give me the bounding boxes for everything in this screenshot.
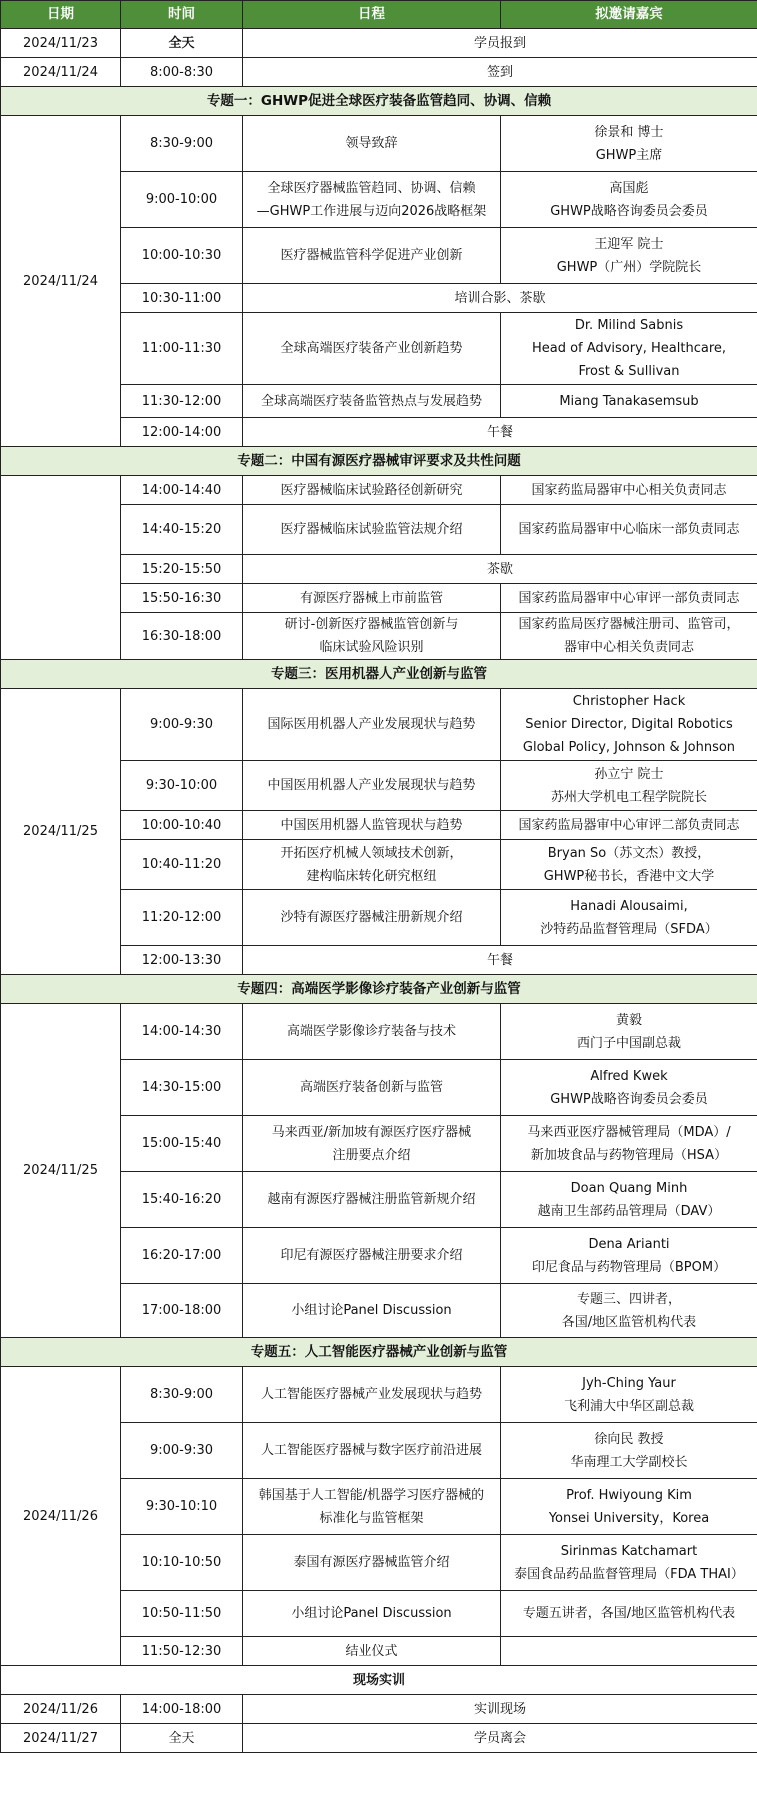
time-cell: 15:50-16:30 — [121, 584, 243, 613]
cell-line: Frost & Sullivan — [578, 364, 680, 379]
cell-line: 徐景和 博士 — [594, 124, 664, 140]
agenda-cell — [243, 584, 501, 613]
section-title: 现场实训 — [1, 1666, 757, 1695]
agenda-cell — [243, 172, 501, 228]
cell-line: 标准化与监管框架 — [319, 1510, 424, 1526]
cell-line: 人工智能医疗器械产业发展现状与趋势 — [260, 1387, 482, 1402]
time-cell: 15:40-16:20 — [121, 1172, 243, 1228]
time-cell: 14:00-14:30 — [121, 1004, 243, 1060]
agenda-cell — [243, 505, 501, 555]
guest-cell — [501, 1637, 757, 1666]
cell-line: 领导致辞 — [345, 136, 398, 151]
cell-line: 马来西亚医疗器械管理局（MDA）/ — [527, 1124, 731, 1140]
cell-line: 越南卫生部药品管理局（DAV） — [537, 1203, 721, 1219]
time-cell: 17:00-18:00 — [121, 1284, 243, 1338]
cell-line: Senior Director, Digital Robotics — [525, 717, 733, 732]
time-cell: 9:30-10:10 — [121, 1479, 243, 1535]
cell-line: Bryan So（苏文杰）教授， — [547, 845, 711, 861]
cell-line: 结业仪式 — [345, 1643, 398, 1659]
time-cell: 11:20-12:00 — [121, 890, 243, 946]
time-cell: 15:00-15:40 — [121, 1116, 243, 1172]
date-cell — [1, 476, 121, 660]
guest-cell — [501, 116, 757, 172]
header-agenda: 日程 — [243, 1, 501, 29]
agenda-cell — [243, 476, 501, 505]
time-cell: 11:30-12:00 — [121, 385, 243, 418]
guest-cell — [501, 1591, 757, 1637]
guest-cell — [501, 1479, 757, 1535]
table-row — [1, 476, 757, 505]
guest-cell — [501, 1228, 757, 1284]
cell-line: 泰国有源医疗器械监管介绍 — [293, 1555, 450, 1570]
cell-line: 国家药监局器审中心相关负责同志 — [531, 482, 727, 498]
time-cell: 16:20-17:00 — [121, 1228, 243, 1284]
time-cell: 10:40-11:20 — [121, 840, 243, 890]
section-title-row — [1, 447, 757, 476]
section-title: 专题二：中国有源医疗器械审评要求及共性问题 — [1, 447, 757, 476]
cell-line: 临床试验风险识别 — [319, 640, 424, 655]
agenda-cell — [243, 1060, 501, 1116]
cell-line: 泰国食品药品监督管理局（FDA THAI） — [514, 1566, 744, 1582]
section-title: 专题四：高端医学影像诊疗装备产业创新与监管 — [1, 975, 757, 1004]
cell-line: 研讨-创新医疗器械监管创新与 — [284, 617, 459, 632]
guest-cell — [501, 1172, 757, 1228]
cell-line: 各国/地区监管机构代表 — [561, 1314, 697, 1330]
cell-line: 徐向民 教授 — [594, 1431, 664, 1447]
cell-line: 全球医疗器械监管趋同、协调、信赖 — [267, 180, 476, 196]
cell-line: 医疗器械监管科学促进产业创新 — [280, 248, 463, 263]
date-cell: 2024/11/23 — [1, 29, 121, 58]
time-cell: 14:30-15:00 — [121, 1060, 243, 1116]
cell-line: 器审中心相关负责同志 — [563, 640, 694, 655]
date-cell: 2024/11/27 — [1, 1724, 121, 1753]
guest-cell — [501, 584, 757, 613]
cell-line: 黄毅 — [615, 1012, 642, 1028]
break-cell: 茶歇 — [243, 555, 757, 584]
time-cell: 10:30-11:00 — [121, 284, 243, 313]
header-row — [1, 1, 757, 29]
cell-line: 中国医用机器人监管现状与趋势 — [280, 817, 463, 833]
time-cell: 8:30-9:00 — [121, 1367, 243, 1423]
agenda-cell — [243, 1535, 501, 1591]
cell-line: 建构临床转化研究枢纽 — [306, 868, 437, 884]
agenda-cell — [243, 1116, 501, 1172]
break-cell: 午餐 — [243, 418, 757, 447]
cell-line: Doan Quang Minh — [570, 1180, 688, 1196]
break-cell: 培训合影、茶歇 — [243, 284, 757, 313]
cell-line: GHWP主席 — [595, 147, 663, 163]
time-cell: 8:30-9:00 — [121, 116, 243, 172]
time-cell: 14:00-18:00 — [121, 1695, 243, 1724]
guest-cell — [501, 476, 757, 505]
table-row — [1, 1004, 757, 1060]
date-cell: 2024/11/26 — [1, 1367, 121, 1666]
header-guest: 拟邀请嘉宾 — [501, 1, 757, 29]
cell-line: 国家药监局医疗器械注册司、监管司， — [518, 617, 740, 632]
guest-cell — [501, 761, 757, 811]
cell-line: GHWP战略咨询委员会委员 — [550, 203, 708, 219]
guest-cell — [501, 228, 757, 284]
table-row — [1, 116, 757, 172]
time-cell: 14:00-14:40 — [121, 476, 243, 505]
agenda-cell — [243, 1591, 501, 1637]
time-cell: 8:00-8:30 — [121, 58, 243, 87]
table-row — [1, 689, 757, 761]
cell-line: Yonsei University，Korea — [548, 1510, 710, 1526]
cell-line: 马来西亚/新加坡有源医疗医疗器械 — [271, 1124, 472, 1140]
header-time: 时间 — [121, 1, 243, 29]
cell-line: Global Policy, Johnson & Johnson — [522, 740, 736, 755]
cell-line: 印尼有源医疗器械注册要求介绍 — [280, 1248, 463, 1263]
cell-line: 新加坡食品与药物管理局（HSA） — [530, 1147, 728, 1163]
guest-cell — [501, 1116, 757, 1172]
cell-line: Head of Advisory, Healthcare, — [531, 341, 727, 356]
date-cell: 2024/11/25 — [1, 689, 121, 975]
agenda-cell — [243, 1228, 501, 1284]
header-date: 日期 — [1, 1, 121, 29]
time-cell: 9:00-10:00 — [121, 172, 243, 228]
agenda-cell — [243, 313, 501, 385]
cell-line: 中国医用机器人产业发展现状与趋势 — [267, 778, 476, 793]
cell-line: Christopher Hack — [572, 694, 686, 709]
cell-line: Alfred Kwek — [590, 1068, 668, 1084]
agenda-cell: 签到 — [243, 58, 757, 87]
time-cell: 11:50-12:30 — [121, 1637, 243, 1666]
agenda-cell — [243, 228, 501, 284]
agenda-cell — [243, 116, 501, 172]
agenda-cell — [243, 890, 501, 946]
guest-cell — [501, 1423, 757, 1479]
cell-line: 高端医疗装备创新与监管 — [299, 1080, 443, 1095]
cell-line: 小组讨论Panel Discussion — [291, 1606, 452, 1621]
agenda-cell: 学员报到 — [243, 29, 757, 58]
cell-line: 西门子中国副总裁 — [576, 1035, 681, 1051]
cell-line: 医疗器械临床试验监管法规介绍 — [280, 522, 463, 537]
cell-line: 医疗器械临床试验路径创新研究 — [280, 482, 463, 498]
section-title: 专题五：人工智能医疗器械产业创新与监管 — [1, 1338, 757, 1367]
table-row — [1, 58, 757, 87]
time-cell: 全天 — [121, 29, 243, 58]
guest-cell — [501, 313, 757, 385]
guest-cell — [501, 1367, 757, 1423]
section-title-row — [1, 660, 757, 689]
cell-line: 越南有源医疗器械注册监管新规介绍 — [267, 1192, 476, 1207]
agenda-cell — [243, 1284, 501, 1338]
cell-line: 人工智能医疗器械与数字医疗前沿进展 — [260, 1443, 482, 1458]
cell-line: 注册要点介绍 — [332, 1147, 411, 1163]
guest-cell — [501, 172, 757, 228]
cell-line: 专题五讲者，各国/地区监管机构代表 — [522, 1606, 736, 1621]
cell-line: 小组讨论Panel Discussion — [291, 1303, 452, 1318]
cell-line: 高国彪 — [609, 180, 649, 196]
table-row — [1, 1367, 757, 1423]
guest-cell — [501, 1284, 757, 1338]
cell-line: Hanadi Alousaimi, — [570, 898, 688, 914]
time-cell: 15:20-15:50 — [121, 555, 243, 584]
cell-line: Prof. Hwiyoung Kim — [566, 1487, 692, 1503]
cell-line: 国家药监局器审中心审评一部负责同志 — [518, 590, 740, 606]
time-cell: 10:00-10:30 — [121, 228, 243, 284]
agenda-cell: 实训现场 — [243, 1695, 757, 1724]
cell-line: Jyh-Ching Yaur — [582, 1375, 676, 1391]
time-cell: 10:10-10:50 — [121, 1535, 243, 1591]
section-title-row — [1, 975, 757, 1004]
table-row — [1, 29, 757, 58]
time-cell: 9:00-9:30 — [121, 689, 243, 761]
guest-cell — [501, 689, 757, 761]
agenda-cell — [243, 1423, 501, 1479]
agenda-cell — [243, 811, 501, 840]
agenda-cell — [243, 1637, 501, 1666]
cell-line: GHWP战略咨询委员会委员 — [550, 1091, 708, 1107]
guest-cell — [501, 1535, 757, 1591]
cell-line: 有源医疗器械上市前监管 — [299, 590, 443, 606]
time-cell: 16:30-18:00 — [121, 613, 243, 660]
cell-line: GHWP（广州）学院院长 — [556, 259, 702, 275]
agenda-cell — [243, 1367, 501, 1423]
cell-line: 华南理工大学副校长 — [570, 1454, 688, 1470]
time-cell: 11:00-11:30 — [121, 313, 243, 385]
agenda-cell — [243, 689, 501, 761]
cell-line: 全球高端医疗装备产业创新趋势 — [280, 341, 463, 356]
agenda-cell — [243, 613, 501, 660]
cell-line: Sirinmas Katchamart — [560, 1543, 698, 1559]
time-cell: 9:30-10:00 — [121, 761, 243, 811]
cell-line: 沙特药品监督管理局（SFDA） — [540, 921, 718, 937]
cell-line: 飞利浦大中华区副总裁 — [563, 1398, 694, 1414]
section-title: 专题三：医用机器人产业创新与监管 — [1, 660, 757, 689]
cell-line: Dena Arianti — [588, 1236, 670, 1252]
cell-line: Dr. Milind Sabnis — [574, 318, 684, 333]
time-cell: 10:00-10:40 — [121, 811, 243, 840]
date-cell: 2024/11/26 — [1, 1695, 121, 1724]
cell-line: 国际医用机器人产业发展现状与趋势 — [267, 717, 476, 732]
agenda-cell — [243, 840, 501, 890]
cell-line: 全球高端医疗装备监管热点与发展趋势 — [260, 393, 482, 409]
cell-line: 开拓医疗机械人领域技术创新， — [280, 845, 463, 861]
guest-cell — [501, 811, 757, 840]
agenda-cell — [243, 1479, 501, 1535]
guest-cell — [501, 1060, 757, 1116]
cell-line: —GHWP工作进展与迈向2026战略框架 — [256, 203, 487, 219]
cell-line: 高端医学影像诊疗装备与技术 — [286, 1024, 456, 1039]
guest-cell — [501, 840, 757, 890]
guest-cell — [501, 613, 757, 660]
guest-cell — [501, 505, 757, 555]
time-cell: 9:00-9:30 — [121, 1423, 243, 1479]
guest-cell — [501, 385, 757, 418]
agenda-cell — [243, 1172, 501, 1228]
section-title-row — [1, 1338, 757, 1367]
agenda-cell — [243, 761, 501, 811]
table-row — [1, 1724, 757, 1753]
cell-line: 苏州大学机电工程学院院长 — [550, 789, 707, 805]
cell-line: 韩国基于人工智能/机器学习医疗器械的 — [258, 1487, 485, 1503]
cell-line: 国家药监局器审中心临床一部负责同志 — [518, 522, 740, 537]
time-cell: 14:40-15:20 — [121, 505, 243, 555]
date-cell: 2024/11/24 — [1, 116, 121, 447]
cell-line: 印尼食品与药物管理局（BPOM） — [531, 1259, 727, 1275]
date-cell: 2024/11/25 — [1, 1004, 121, 1338]
cell-line: GHWP秘书长，香港中文大学 — [543, 868, 715, 884]
cell-line: 沙特有源医疗器械注册新规介绍 — [280, 910, 463, 925]
cell-line: 孙立宁 院士 — [594, 766, 664, 782]
time-cell: 12:00-14:00 — [121, 418, 243, 447]
guest-cell — [501, 890, 757, 946]
section-title: 专题一：GHWP促进全球医疗装备监管趋同、协调、信赖 — [1, 87, 757, 116]
cell-line: Miang Tanakasemsub — [559, 393, 699, 409]
break-cell: 午餐 — [243, 946, 757, 975]
agenda-cell: 学员离会 — [243, 1724, 757, 1753]
agenda-cell — [243, 385, 501, 418]
cell-line: 国家药监局器审中心审评二部负责同志 — [518, 817, 740, 833]
section-title-row — [1, 87, 757, 116]
time-cell: 12:00-13:30 — [121, 946, 243, 975]
guest-cell — [501, 1004, 757, 1060]
cell-line: 王迎军 院士 — [594, 236, 664, 252]
date-cell: 2024/11/24 — [1, 58, 121, 87]
cell-line: 专题三、四讲者， — [576, 1291, 681, 1307]
onsite-title-row — [1, 1666, 757, 1695]
table-row — [1, 1695, 757, 1724]
schedule-body — [1, 29, 757, 1753]
agenda-cell — [243, 1004, 501, 1060]
time-cell: 10:50-11:50 — [121, 1591, 243, 1637]
time-cell: 全天 — [121, 1724, 243, 1753]
